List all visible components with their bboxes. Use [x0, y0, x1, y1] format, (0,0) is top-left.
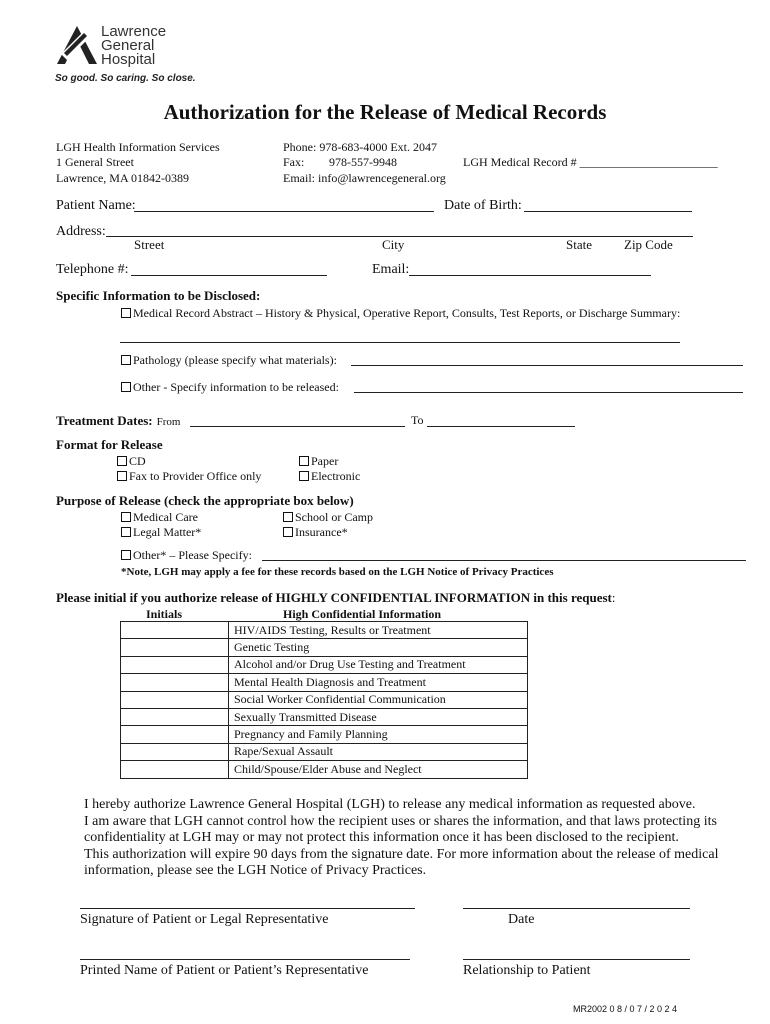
email-input[interactable] — [409, 275, 651, 276]
purpose-option-legal — [121, 525, 201, 540]
auth-line-2: I am aware that LGH cannot control how the recipient uses or shares the information, and that laws protecting its — [84, 813, 717, 829]
logo-line-3: Hospital — [101, 51, 156, 68]
patient-name-input[interactable] — [134, 211, 434, 212]
confidential-prompt-pre: Please initial if you authorize release of — [56, 590, 276, 605]
purpose-option-medical — [121, 510, 198, 525]
initials-cell[interactable] — [121, 639, 229, 656]
contact-phone: Phone: 978-683-4000 Ext. 2047 — [283, 140, 437, 154]
contact-fax-label: Fax: — [283, 155, 305, 169]
medical-record-field[interactable]: LGH Medical Record # _______________________ — [463, 155, 718, 169]
purpose-heading: Purpose of Release (check the appropriate box below) — [56, 493, 354, 508]
insurance-label: Insurance* — [295, 525, 348, 539]
contact-email: Email: info@lawrencegeneral.org — [283, 171, 446, 185]
pathology-checkbox[interactable] — [121, 355, 131, 365]
electronic-checkbox[interactable] — [299, 471, 309, 481]
legal-matter-label: Legal Matter* — [133, 525, 202, 539]
cd-checkbox[interactable] — [117, 456, 127, 466]
logo-tagline: So good. So caring. So close. — [55, 73, 196, 84]
state-label: State — [566, 237, 592, 252]
treatment-from-label: From — [156, 416, 181, 428]
treatment-dates-row — [56, 412, 180, 430]
table-row — [121, 726, 528, 743]
specific-info-heading: Specific Information to be Disclosed: — [56, 288, 261, 303]
logo-line-1: Lawrence — [101, 23, 167, 40]
fax-checkbox[interactable] — [117, 471, 127, 481]
abstract-checkbox[interactable] — [121, 308, 131, 318]
logo-line-2: General — [101, 37, 155, 54]
contact-street: 1 General Street — [56, 155, 134, 169]
abstract-label: Medical Record Abstract – History & Physical, Operative Report, Consults, Test Reports, or Discharge Summary: — [133, 306, 681, 320]
table-row — [121, 639, 528, 656]
initials-cell[interactable] — [121, 726, 229, 743]
table-row — [121, 708, 528, 725]
confidential-table — [120, 621, 528, 779]
pathology-input[interactable] — [351, 365, 743, 366]
medical-care-label: Medical Care — [133, 510, 198, 524]
legal-matter-checkbox[interactable] — [121, 527, 131, 537]
table-row — [121, 656, 528, 673]
dob-label: Date of Birth: — [444, 198, 522, 213]
format-option-electronic — [299, 469, 360, 484]
auth-line-1: I hereby authorize Lawrence General Hospital (LGH) to release any medical information as requested above. — [84, 797, 696, 812]
initials-cell[interactable] — [121, 761, 229, 778]
confidential-info-cell: Rape/Sexual Assault — [229, 743, 528, 760]
contact-org: LGH Health Information Services — [56, 140, 220, 154]
confidential-info-cell: Alcohol and/or Drug Use Testing and Treatment — [229, 656, 528, 673]
initials-cell[interactable] — [121, 708, 229, 725]
street-label: Street — [134, 237, 165, 252]
telephone-input[interactable] — [131, 275, 327, 276]
other-info-checkbox[interactable] — [121, 382, 131, 392]
patient-name-label: Patient Name: — [56, 198, 136, 213]
contact-city: Lawrence, MA 01842-0389 — [56, 171, 189, 185]
date-input[interactable] — [463, 908, 690, 909]
initials-cell[interactable] — [121, 674, 229, 691]
other-info-input[interactable] — [354, 392, 743, 393]
contact-fax: 978-557-9948 — [329, 155, 397, 169]
table-row — [121, 761, 528, 778]
confidential-info-cell: HIV/AIDS Testing, Results or Treatment — [229, 622, 528, 639]
auth-line-3: confidentiality at LGH may or may not protect this information once it has been disclosed to the recipient. — [84, 830, 679, 845]
purpose-option-other — [121, 548, 252, 563]
cd-label: CD — [129, 454, 146, 468]
form-code: MR2002 0 8 / 0 7 / 2 0 2 4 — [573, 1004, 678, 1014]
fee-note: *Note, LGH may apply a fee for these records based on the LGH Notice of Privacy Practices — [121, 566, 554, 578]
pathology-option — [121, 353, 337, 368]
paper-checkbox[interactable] — [299, 456, 309, 466]
auth-line-5: information, please see the LGH Notice of Privacy Practices. — [84, 863, 427, 878]
zip-label: Zip Code — [624, 237, 673, 252]
fax-label: Fax to Provider Office only — [129, 469, 262, 483]
abstract-option — [121, 306, 680, 321]
table-row — [121, 743, 528, 760]
telephone-label: Telephone #: — [56, 262, 129, 277]
confidential-info-cell: Child/Spouse/Elder Abuse and Neglect — [229, 761, 528, 778]
treatment-to-label: To — [411, 413, 424, 427]
hospital-logo — [55, 23, 196, 88]
signature-label: Signature of Patient or Legal Representative — [80, 912, 329, 927]
treatment-from-input[interactable] — [190, 426, 405, 427]
purpose-other-label: Other* – Please Specify: — [133, 548, 252, 562]
other-info-option — [121, 380, 339, 395]
signature-input[interactable] — [80, 908, 415, 909]
format-option-cd — [117, 454, 146, 469]
date-label: Date — [508, 912, 535, 927]
address-label: Address: — [56, 224, 106, 239]
confidential-info-cell: Genetic Testing — [229, 639, 528, 656]
initials-cell[interactable] — [121, 622, 229, 639]
table-row — [121, 691, 528, 708]
other-info-label: Other - Specify information to be released: — [133, 380, 339, 394]
format-option-paper — [299, 454, 338, 469]
relationship-label: Relationship to Patient — [463, 963, 591, 978]
confidential-prompt-caps: HIGHLY CONFIDENTIAL INFORMATION — [275, 590, 531, 605]
relationship-input[interactable] — [463, 959, 690, 960]
confidential-prompt-post: in this request — [530, 590, 612, 605]
electronic-label: Electronic — [311, 469, 361, 483]
col-info-header: High Confidential Information — [283, 607, 442, 621]
auth-line-4: This authorization will expire 90 days from the signature date. For more information about the release of medical — [84, 846, 719, 862]
confidential-info-cell: Social Worker Confidential Communication — [229, 691, 528, 708]
purpose-other-checkbox[interactable] — [121, 550, 131, 560]
table-row — [121, 622, 528, 639]
city-label: City — [382, 237, 405, 252]
insurance-checkbox[interactable] — [283, 527, 293, 537]
treatment-dates-label: Treatment Dates: — [56, 413, 153, 428]
purpose-option-school — [283, 510, 373, 525]
school-camp-checkbox[interactable] — [283, 512, 293, 522]
confidential-info-cell: Sexually Transmitted Disease — [229, 708, 528, 725]
authorization-paragraph — [84, 797, 734, 880]
col-initials-header: Initials — [146, 607, 183, 621]
initials-cell[interactable] — [121, 656, 229, 673]
purpose-option-insurance — [283, 525, 348, 540]
printed-name-label: Printed Name of Patient or Patient’s Representative — [80, 963, 369, 978]
confidential-info-cell: Pregnancy and Family Planning — [229, 726, 528, 743]
confidential-prompt: Please initial if you authorize release of HIGHLY CONFIDENTIAL INFORMATION in this request: — [56, 590, 616, 605]
email-label: Email: — [372, 262, 410, 277]
paper-label: Paper — [311, 454, 339, 468]
school-camp-label: School or Camp — [295, 510, 373, 524]
logo-mark-icon — [55, 24, 99, 68]
format-option-fax — [117, 469, 261, 484]
page-title: Authorization for the Release of Medical Records — [163, 100, 607, 124]
table-row — [121, 674, 528, 691]
purpose-other-input[interactable] — [262, 560, 746, 561]
dob-input[interactable] — [524, 211, 692, 212]
confidential-info-cell: Mental Health Diagnosis and Treatment — [229, 674, 528, 691]
pathology-label: Pathology (please specify what materials): — [133, 353, 337, 367]
treatment-to-input[interactable] — [427, 426, 575, 427]
initials-cell[interactable] — [121, 691, 229, 708]
medical-care-checkbox[interactable] — [121, 512, 131, 522]
abstract-input[interactable] — [120, 342, 680, 343]
format-heading: Format for Release — [56, 437, 163, 452]
initials-cell[interactable] — [121, 743, 229, 760]
printed-name-input[interactable] — [80, 959, 410, 960]
